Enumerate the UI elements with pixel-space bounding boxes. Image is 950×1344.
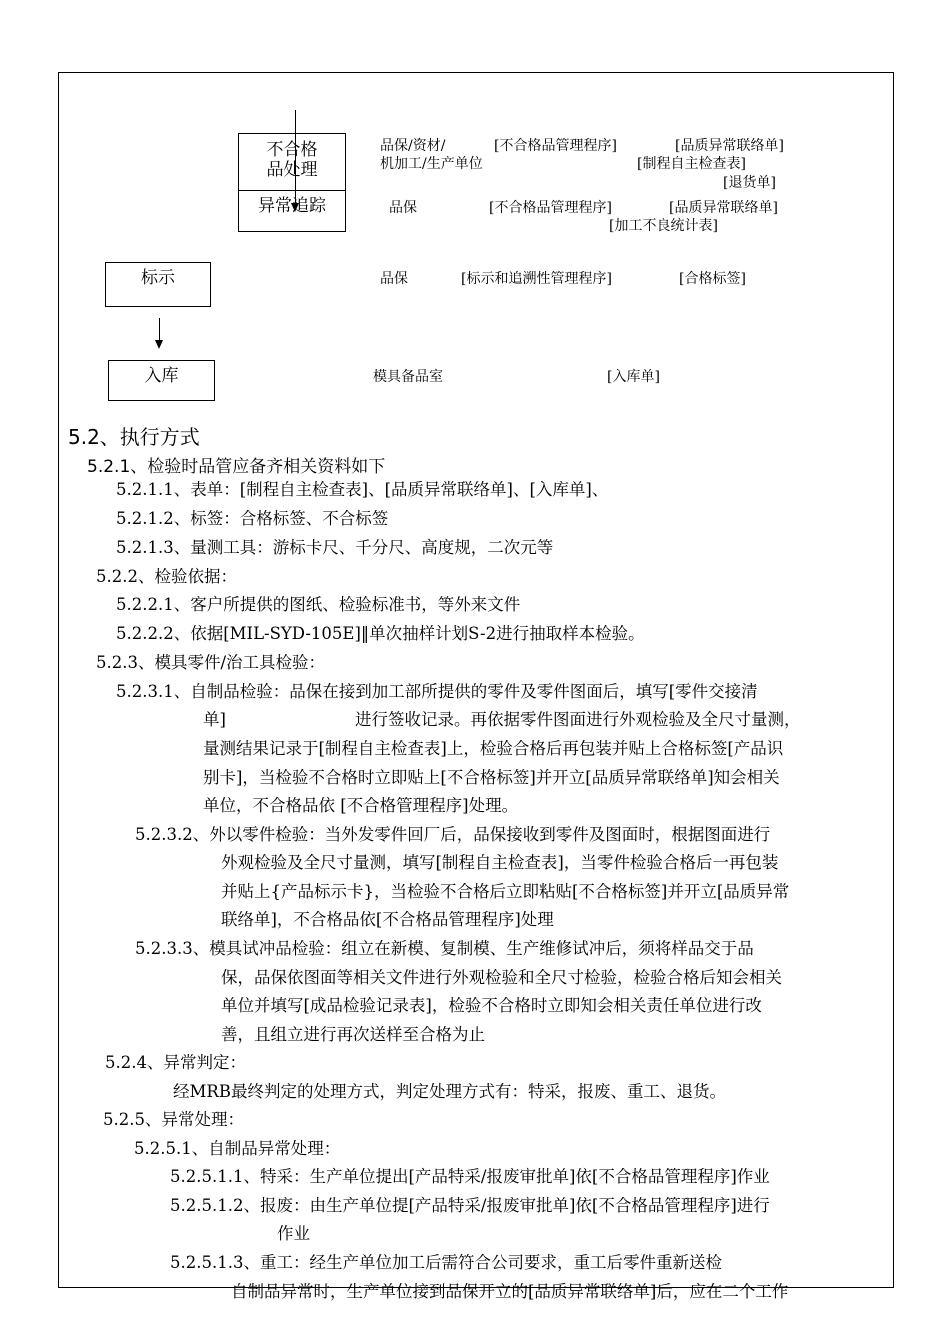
page-frame	[58, 72, 894, 1288]
flow-box-storage-label: 入库	[144, 366, 179, 386]
flow-nonconforming-doc-1: [不合格品管理程序]	[494, 138, 617, 154]
flow-box-nonconforming-label-1: 不合格	[266, 140, 318, 160]
item-5-2-3-1-line-e: 单位，不合格品依 [不合格管理程序]处理。	[203, 796, 519, 815]
flow-tracking-dept: 品保	[389, 200, 417, 216]
flow-marking-dept: 品保	[380, 271, 408, 287]
flow-box-tracking	[238, 190, 346, 232]
section-heading-5-2-1: 5.2.1、检验时品管应备齐相关资料如下	[87, 457, 386, 477]
cut-off-line: 自制品异常时，生产单位接到品保开立的[品质异常联络单]后，应在二个工作	[231, 1282, 789, 1301]
flow-nonconforming-doc-3: [制程自主检查表]	[637, 156, 746, 172]
item-5-2-3-1-line-b: 进行签收记录。再依据零件图面进行外观检验及全尺寸量测，	[355, 710, 801, 729]
flow-box-marking-label: 标示	[141, 268, 175, 288]
item-5-2-4-text: 经MRB最终判定的处理方式，判定处理方式有：特采，报废、重工、退货。	[173, 1082, 726, 1101]
item-5-2-5: 5.2.5、异常处理：	[103, 1110, 244, 1129]
item-5-2-3-3-line-b: 单位并填写[成品检验记录表]，检验不合格时立即知会相关责任单位进行改	[221, 996, 762, 1015]
flow-nonconforming-dept-2: 机加工/生产单位	[380, 156, 483, 172]
flow-tracking-doc-1: [不合格品管理程序]	[489, 200, 612, 216]
item-5-2-5-1-3: 5.2.5.1.3、重工：经生产单位加工后需符合公司要求，重工后零件重新送检	[170, 1253, 722, 1272]
item-5-2-3-1-line-a: 单]	[203, 710, 226, 729]
section-heading-5-2: 5.2、执行方式	[68, 425, 200, 449]
flow-box-tracking-label: 异常追踪	[258, 196, 326, 216]
flow-box-marking	[105, 262, 211, 307]
item-5-2-3-2-line-a: 外观检验及全尺寸量测，填写[制程自主检查表]，当零件检验合格后一再包装	[221, 853, 779, 872]
item-5-2-1-1: 5.2.1.1、表单：[制程自主检查表]、[品质异常联络单]、[入库单]、	[116, 480, 609, 499]
flow-marking-doc-1: [标示和追溯性管理程序]	[461, 271, 612, 287]
flow-nonconforming-doc-4: [退货单]	[723, 175, 776, 191]
item-5-2-3: 5.2.3、模具零件/治工具检验：	[96, 653, 326, 672]
item-5-2-3-3: 5.2.3.3、模具试冲品检验：组立在新模、复制模、生产维修试冲后，须将样品交于品	[135, 939, 754, 958]
flow-tracking-doc-2: [品质异常联络单]	[669, 200, 778, 216]
item-5-2-5-1-1: 5.2.5.1.1、特采：生产单位提出[产品特采/报废审批单]依[不合格品管理程序]作业	[170, 1167, 770, 1186]
flow-nonconforming-dept-1: 品保/资材/	[380, 138, 446, 154]
flow-tracking-doc-3: [加工不良统计表]	[609, 218, 718, 234]
item-5-2-3-1-line-c: 量测结果记录于[制程自主检查表]上，检验合格后再包装并贴上合格标签[产品识	[203, 739, 784, 758]
item-5-2-5-1-2-line-a: 作业	[277, 1224, 310, 1243]
item-5-2-3-1-line-d: 别卡]，当检验不合格时立即贴上[不合格标签]并开立[品质异常联络单]知会相关	[203, 768, 780, 787]
item-5-2-3-3-line-a: 保，品保依图面等相关文件进行外观检验和全尺寸检验，检验合格后知会相关	[221, 968, 782, 987]
flow-storage-dept: 模具备品室	[373, 369, 443, 385]
item-5-2-3-1: 5.2.3.1、自制品检验：品保在接到加工部所提供的零件及零件图面后，填写[零件交接清	[116, 682, 758, 701]
item-5-2-1-3: 5.2.1.3、量测工具：游标卡尺、千分尺、高度规，二次元等	[116, 538, 554, 557]
item-5-2-2-1: 5.2.2.1、客户所提供的图纸、检验标准书，等外来文件	[116, 595, 521, 614]
item-5-2-2: 5.2.2、检验依据：	[96, 567, 237, 586]
flow-marking-doc-2: [合格标签]	[679, 271, 746, 287]
item-5-2-1-2: 5.2.1.2、标签：合格标签、不合标签	[116, 509, 389, 528]
item-5-2-5-1: 5.2.5.1、自制品异常处理：	[134, 1139, 341, 1158]
item-5-2-3-2-line-c: 联络单]，不合格品依[不合格品管理程序]处理	[221, 910, 554, 929]
flow-arrow-down-icon	[155, 340, 163, 349]
flow-nonconforming-doc-2: [品质异常联络单]	[675, 138, 784, 154]
item-5-2-3-3-line-c: 善，且组立进行再次送样至合格为止	[221, 1025, 485, 1044]
item-5-2-5-1-2: 5.2.5.1.2、报废：由生产单位提[产品特采/报废审批单]依[不合格品管理程序]进行	[170, 1196, 770, 1215]
item-5-2-3-2-line-b: 并贴上{产品标示卡}，当检验不合格后立即粘贴[不合格标签]并开立[品质异常	[221, 882, 790, 901]
flow-box-storage	[108, 360, 215, 401]
flow-connector-line	[159, 318, 160, 342]
item-5-2-3-2: 5.2.3.2、外以零件检验：当外发零件回厂后，品保接收到零件及图面时，根据图面进行	[135, 825, 771, 844]
item-5-2-2-2: 5.2.2.2、依据[MIL-SYD-105E]‖单次抽样计划S-2进行抽取样本检验。	[116, 624, 645, 643]
flow-storage-doc-1: [入库单]	[607, 369, 660, 385]
flow-box-nonconforming	[238, 133, 346, 191]
flow-box-nonconforming-label-2: 品处理	[266, 160, 318, 180]
item-5-2-4: 5.2.4、异常判定：	[105, 1053, 246, 1072]
